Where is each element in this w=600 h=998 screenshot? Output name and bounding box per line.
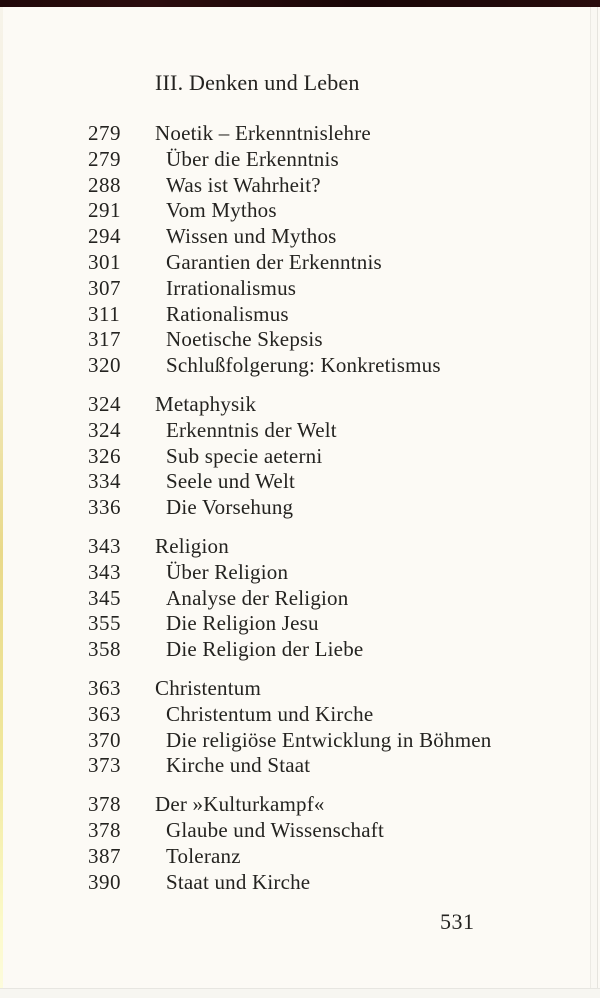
toc-entry-page-number: 324	[88, 417, 121, 442]
toc-entry	[88, 121, 600, 147]
toc-entry-label: Noetische Skepsis	[166, 327, 323, 352]
toc-entry-label: Christentum	[155, 675, 262, 700]
toc-entry-label: Schlußfolgerung: Konkretismus	[166, 353, 441, 378]
toc-entry-page-number: 307	[88, 275, 121, 300]
toc-entry-label: Kirche und Staat	[166, 753, 311, 778]
toc-entry-page-number: 320	[88, 353, 121, 378]
toc-entry-label: Staat und Kirche	[166, 869, 311, 894]
toc-entry-page-number: 279	[88, 146, 121, 171]
toc-entry-page-number: 336	[88, 495, 121, 520]
toc-entry-page-number: 294	[88, 224, 121, 249]
toc-entry-label: Toleranz	[166, 843, 241, 868]
toc-entry-page-number: 358	[88, 637, 121, 662]
toc-group	[88, 534, 600, 663]
toc-entry-label: Religion	[155, 533, 229, 558]
toc-entry-page-number: 363	[88, 675, 121, 700]
toc-entry	[88, 418, 600, 444]
toc-entry	[88, 637, 600, 663]
toc-entry	[88, 728, 600, 754]
toc-entry-label: Metaphysik	[155, 391, 257, 416]
toc-entry-label: Über Religion	[166, 559, 289, 584]
toc-entry	[88, 844, 600, 870]
toc-entry-page-number: 378	[88, 792, 121, 817]
toc-entry-page-number: 370	[88, 727, 121, 752]
toc-entry-label: Die religiöse Entwicklung in Böhmen	[166, 727, 492, 752]
toc-entry-label: Irrationalismus	[166, 275, 297, 300]
toc-entry	[88, 792, 600, 818]
book-cover-top-edge	[0, 0, 600, 7]
page-number: 531	[440, 909, 475, 934]
toc-entry-label: Christentum und Kirche	[166, 701, 374, 726]
toc-entry	[88, 818, 600, 844]
toc-entry-page-number: 326	[88, 443, 121, 468]
toc-entry-label: Rationalismus	[166, 301, 289, 326]
toc-entry	[88, 495, 600, 521]
toc-entry-page-number: 343	[88, 533, 121, 558]
toc-group	[88, 792, 600, 895]
toc-entry-label: Vom Mythos	[166, 198, 277, 223]
toc-entry-label: Über die Erkenntnis	[166, 146, 339, 171]
toc-entry	[88, 753, 600, 779]
toc-entry	[88, 250, 600, 276]
toc-entry-label: Die Vorsehung	[166, 495, 294, 520]
toc-entry-page-number: 355	[88, 611, 121, 636]
toc-entry-page-number: 291	[88, 198, 121, 223]
toc-entry-label: Die Religion der Liebe	[166, 637, 364, 662]
toc-entry-page-number: 390	[88, 869, 121, 894]
toc-entry-label: Glaube und Wissenschaft	[166, 817, 384, 842]
toc-entry-label: Der »Kulturkampf«	[155, 792, 325, 817]
toc-entry	[88, 302, 600, 328]
toc-entry-page-number: 345	[88, 585, 121, 610]
toc-entry-page-number: 288	[88, 172, 121, 197]
toc-entry	[88, 611, 600, 637]
toc-entry	[88, 534, 600, 560]
toc-entry-page-number: 301	[88, 249, 121, 274]
toc-entry-label: Seele und Welt	[166, 469, 296, 494]
toc-entry-label: Noetik – Erkenntnislehre	[155, 121, 371, 145]
toc-entry	[88, 392, 600, 418]
toc-entry-label: Erkenntnis der Welt	[166, 417, 337, 442]
toc-entry	[88, 469, 600, 495]
toc-entry	[88, 444, 600, 470]
toc-entry-label: Die Religion Jesu	[166, 611, 319, 636]
toc-entry-label: Wissen und Mythos	[166, 224, 337, 249]
toc-entry-label: Was ist Wahrheit?	[166, 172, 321, 197]
toc-entry-label: Analyse der Religion	[166, 585, 349, 610]
toc-entry-label: Sub specie aeterni	[166, 443, 323, 468]
toc-entry	[88, 224, 600, 250]
toc-entry	[88, 586, 600, 612]
chapter-title: III. Denken und Leben	[155, 70, 360, 95]
toc-entry	[88, 327, 600, 353]
toc-entry-page-number: 334	[88, 469, 121, 494]
toc-entry-page-number: 324	[88, 391, 121, 416]
table-of-contents	[88, 121, 600, 895]
toc-entry	[88, 870, 600, 896]
page-content	[0, 7, 600, 998]
toc-entry	[88, 173, 600, 199]
toc-entry-page-number: 373	[88, 753, 121, 778]
toc-group	[88, 392, 600, 521]
toc-entry	[88, 676, 600, 702]
toc-entry	[88, 560, 600, 586]
toc-entry	[88, 276, 600, 302]
toc-entry-page-number: 311	[88, 301, 121, 326]
toc-entry-page-number: 363	[88, 701, 121, 726]
toc-group	[88, 676, 600, 779]
toc-entry-page-number: 343	[88, 559, 121, 584]
toc-entry	[88, 198, 600, 224]
toc-entry-page-number: 317	[88, 327, 121, 352]
toc-entry-page-number: 378	[88, 817, 121, 842]
toc-entry-page-number: 387	[88, 843, 121, 868]
toc-entry-label: Garantien der Erkenntnis	[166, 249, 382, 274]
toc-group	[88, 121, 600, 379]
toc-entry	[88, 353, 600, 379]
toc-entry	[88, 702, 600, 728]
toc-entry	[88, 147, 600, 173]
toc-entry-page-number: 279	[88, 121, 121, 145]
